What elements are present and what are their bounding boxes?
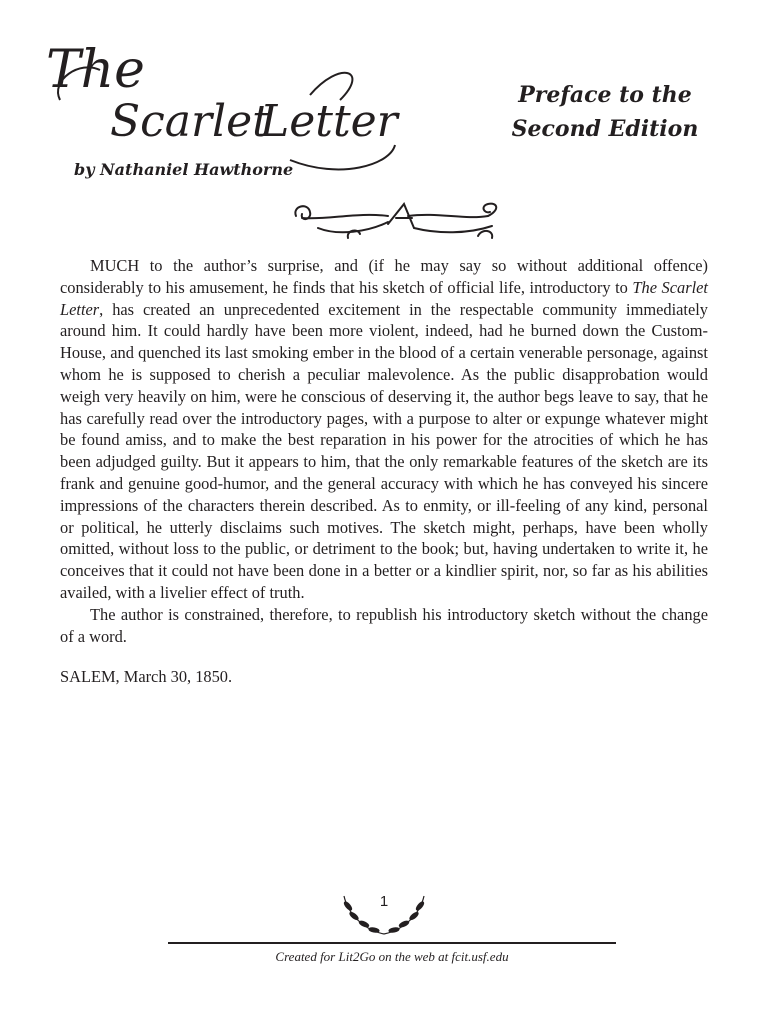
preface-body xyxy=(60,255,708,647)
paragraph-1-rest: , has created an unprecedented excitement in the respectable community immediately around him. It could hardly have been more violent, indeed, had he burned down the Custom-House, and quenched its last smoking ember in the blood of a certain venerable personage, against whom he is supposed to cherish a peculiar malevolence. As the public disapprobation would weigh very heavily on him, were he conscious of deserving it, the author begs leave to say, that he has carefully read over the introductory pages, with a purpose to alter or expunge whatever might be found amiss, and to make the best reparation in his power for the atrocities of which he has been adjudged guilty. But it appears to him, that the only remarkable features of the sketch are its frank and genuine good-humor, and the general accuracy with which he has conveyed his sincere impressions of the characters therein described. As to enmity, or ill-feeling of any kind, personal or political, he utterly disclaims such motives. The sketch might, perhaps, have been wholly omitted, without loss to the public, or detriment to the book; but, having undertaken to write it, he conceives that it could not have been done in a better or a kindlier spirit, nor, so far as his abilities availed, with a livelier effect of truth. xyxy=(60,299,708,602)
paragraph-1-lead: MUCH to the author’s surprise, and (if he may say so without additional offence) considerably to his amusement, he finds that his sketch of official life, introductory to xyxy=(60,256,708,297)
page-number: 1 xyxy=(379,893,389,910)
section-heading xyxy=(500,78,710,146)
author-byline: by Nathaniel Hawthorne xyxy=(74,160,294,179)
scroll-ornament-icon xyxy=(288,198,504,244)
footer-credit: Created for Lit2Go on the web at fcit.usf.edu xyxy=(275,949,509,964)
paragraph-2: The author is constrained, therefore, to republish his introductory sketch without the change of a word. xyxy=(60,604,708,646)
title-scarlet: Scarlet xyxy=(110,96,270,147)
section-heading-line-2: Second Edition xyxy=(511,116,699,142)
title-the: The xyxy=(46,40,145,100)
title-letter: Letter xyxy=(260,96,398,147)
section-heading-line-1: Preface to the xyxy=(518,82,692,108)
footer-rule xyxy=(168,942,616,944)
dateline: SALEM, March 30, 1850. xyxy=(60,667,233,686)
paragraph-1 xyxy=(60,255,708,604)
book-title-italic: The Scarlet Letter xyxy=(60,277,708,319)
